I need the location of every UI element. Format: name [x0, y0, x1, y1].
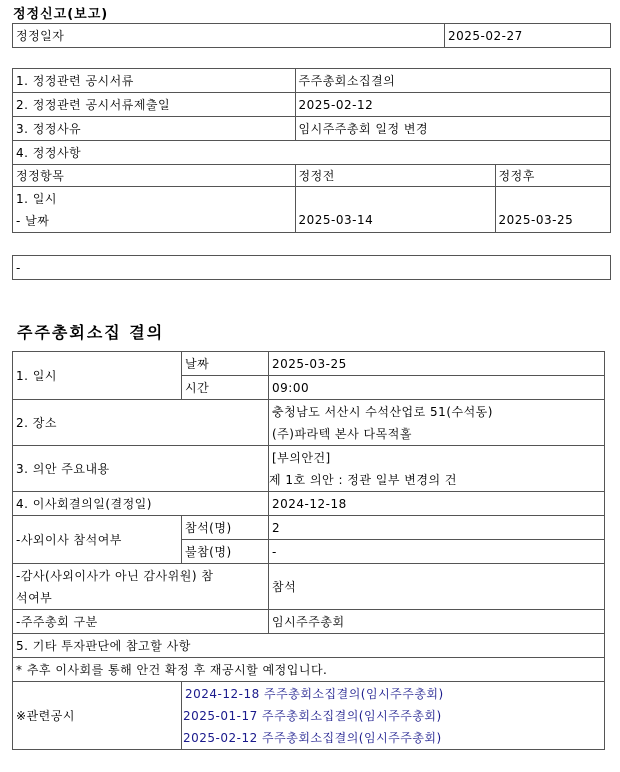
- corr-row-3-label: 3. 정정사유: [13, 117, 296, 141]
- board-date-label: 4. 이사회결의일(결정일): [13, 492, 269, 516]
- corr-item-line2: - 날짜: [16, 213, 50, 228]
- date-value: 2025-03-25: [269, 352, 605, 376]
- corr-item-line1: 1. 일시: [16, 191, 57, 206]
- place-line2: (주)파라텍 본사 다목적홀: [272, 426, 412, 441]
- report-title: 정정신고(보고): [13, 7, 109, 22]
- col-header-after: 정정후: [495, 165, 610, 187]
- related-link-3[interactable]: 2025-02-12 주주총회소집결의(임시주주총회): [183, 730, 442, 745]
- auditor-label-line2: 석여부: [16, 590, 53, 605]
- note-text: -: [13, 256, 611, 280]
- related-link-2[interactable]: 2025-01-17 주주총회소집결의(임시주주총회): [183, 708, 442, 723]
- agenda-line2: 제 1호 의안 : 정관 일부 변경의 건: [269, 472, 457, 487]
- absent-value: -: [269, 540, 605, 564]
- corr-row-1-value: 주주총회소집결의: [295, 69, 610, 93]
- time-value: 09:00: [269, 376, 605, 400]
- correction-date-value: 2025-02-27: [445, 24, 611, 48]
- present-value: 2: [269, 516, 605, 540]
- resolution-title: 주주총회소집 결의: [17, 323, 165, 342]
- absent-label: 불참(명): [182, 540, 269, 564]
- other-matters: 5. 기타 투자판단에 참고할 사항: [13, 634, 605, 658]
- corr-row-2-label: 2. 정정관련 공시서류제출일: [13, 93, 296, 117]
- meeting-type-label: -주주총회 구분: [13, 610, 269, 634]
- correction-table: [12, 68, 611, 233]
- correction-date-label: 정정일자: [13, 24, 445, 48]
- corr-section-4: 4. 정정사항: [13, 141, 611, 165]
- auditor-value: 참석: [269, 564, 605, 610]
- date-label: 날짜: [182, 352, 269, 376]
- related-label: ※관련공시: [13, 682, 182, 750]
- place-label: 2. 장소: [13, 400, 269, 446]
- correction-date-table: [12, 23, 611, 48]
- col-header-before: 정정전: [295, 165, 495, 187]
- corr-item-before: 2025-03-14: [295, 187, 495, 233]
- note-table: [12, 255, 611, 280]
- agenda-label: 3. 의안 주요내용: [13, 446, 269, 492]
- agenda-line1: [부의안건]: [272, 450, 331, 465]
- resolution-table: [12, 351, 605, 750]
- board-date-value: 2024-12-18: [269, 492, 605, 516]
- remark-text: * 추후 이사회를 통해 안건 확정 후 재공시할 예정입니다.: [13, 658, 605, 682]
- corr-row-2-value: 2025-02-12: [295, 93, 610, 117]
- meeting-type-value: 임시주주총회: [269, 610, 605, 634]
- col-header-item: 정정항목: [13, 165, 296, 187]
- outside-director-label: -사외이사 참석여부: [13, 516, 182, 564]
- corr-item-after: 2025-03-25: [495, 187, 610, 233]
- corr-row-3-value: 임시주주총회 일정 변경: [295, 117, 610, 141]
- related-link-1[interactable]: 2024-12-18 주주총회소집결의(임시주주총회): [185, 686, 444, 701]
- datetime-label: 1. 일시: [13, 352, 182, 400]
- present-label: 참석(명): [182, 516, 269, 540]
- auditor-label-line1: -감사(사외이사가 아닌 감사위원) 참: [16, 568, 214, 583]
- time-label: 시간: [182, 376, 269, 400]
- corr-row-1-label: 1. 정정관련 공시서류: [13, 69, 296, 93]
- place-line1: 충청남도 서산시 수석산업로 51(수석동): [272, 404, 493, 419]
